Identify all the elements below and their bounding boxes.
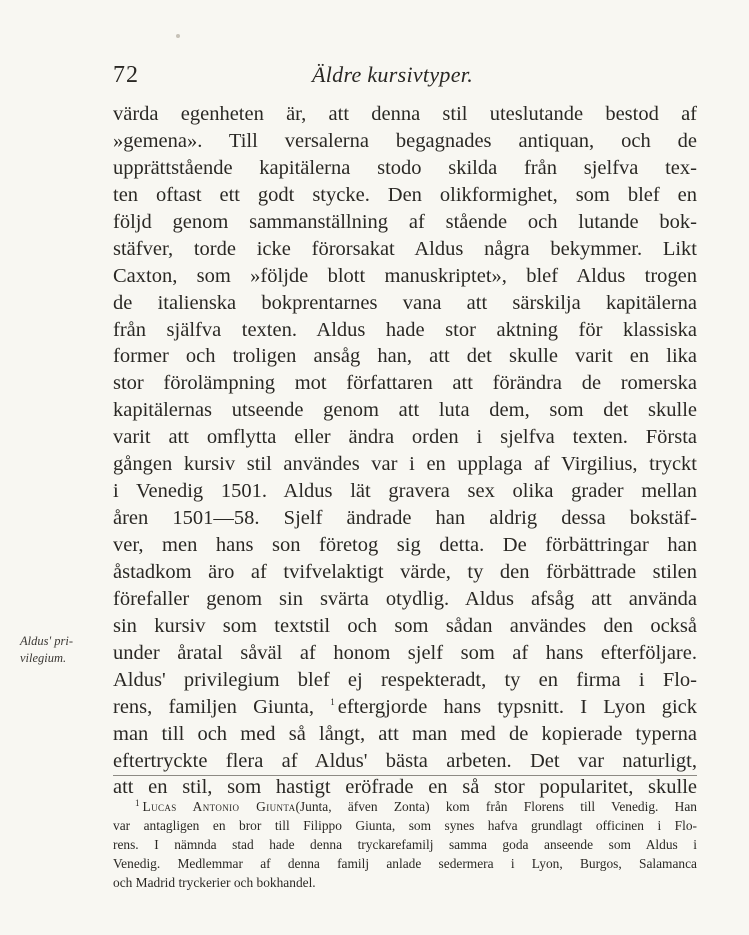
- text-line: Caxton, som »följde blott manuskriptet», blef Aldus trogen: [113, 264, 697, 287]
- running-title: Äldre kursivtyper.: [312, 62, 473, 87]
- footnote-line: [113, 797, 697, 816]
- footnote-line: rens. I nämnda stad hade denna tryckarefamilj samma goda anseende som Aldus i: [113, 837, 697, 852]
- text-line: stor förolämpning mot författaren att förändra de romerska: [113, 372, 697, 395]
- margin-note-line: Aldus' pri-: [20, 634, 74, 648]
- text-line: sin kursiv som textstil och som sådan användes den också: [113, 614, 697, 637]
- text-line: man till och med så långt, att man med de kopierade typerna: [113, 722, 697, 745]
- body-text: [113, 101, 697, 801]
- text-line: förefaller genom sin svärta otydlig. Aldus afsåg att använda: [113, 587, 697, 610]
- text-line: att en stil, som hastigt eröfrade en så stor popularitet, skulle: [113, 776, 697, 799]
- text-segment: rens, familjen Giunta,: [113, 695, 314, 718]
- text-line: följd genom sammanställning af stående och lutande bok-: [113, 210, 697, 233]
- footnote-reference: 1: [330, 696, 335, 707]
- text-line: under åratal såväl af honom sjelf som af hans efterföljare.: [113, 641, 697, 664]
- text-line: ver, men hans son företog sig detta. De förbättringar han: [113, 534, 697, 556]
- text-line: former och troligen ansåg han, att det skulle varit en lika: [113, 345, 697, 368]
- text-line: eftertryckte flera af Aldus' bästa arbeten. Det var naturligt,: [113, 749, 697, 772]
- text-line: ten oftast ett godt stycke. Den olikformighet, som blef en: [113, 183, 697, 206]
- footnote-rule: [113, 775, 697, 776]
- text-line: Aldus' privilegium blef ej respekteradt, ty en firma i Flo-: [113, 668, 697, 691]
- text-line: upprättstående kapitälerna stodo skilda från sjelfva tex-: [113, 156, 697, 179]
- text-line: från själfva texten. Aldus hade stor aktning för klassiska: [113, 318, 697, 341]
- text-line: gången kursiv stil användes var i en upplaga af Virgilius, tryckt: [113, 453, 697, 476]
- text-line: åstadkom äro af tvifvelaktigt värde, ty den förbättrade stilen: [113, 560, 697, 583]
- text-line: de italienska bokprentarnes vana att särskilja kapitälerna: [113, 291, 697, 314]
- paper-speck: [176, 34, 180, 38]
- text-line-with-footnote-ref: [113, 694, 697, 721]
- footnote-marker: 1: [135, 797, 140, 808]
- text-line: i Venedig 1501. Aldus lät gravera sex olika grader mellan: [113, 480, 697, 503]
- footnote-line: Venedig. Medlemmar af denna familj anlade sedermera i Lyon, Burgos, Salamanca: [113, 856, 697, 871]
- margin-note: [20, 633, 100, 667]
- footnote-line: var antagligen en bror till Filippo Giunta, som synes hafva grundlagt officinen i Flo-: [113, 818, 697, 833]
- footnote-line: och Madrid tryckerier och bokhandel.: [113, 875, 316, 890]
- footnote: [113, 797, 697, 892]
- margin-note-line: vilegium.: [20, 651, 67, 665]
- text-line: kapitälernas utseende genom att luta dem, som det skulle: [113, 399, 697, 422]
- text-line: »gemena». Till versalerna begagnades antiquan, och de: [113, 129, 697, 152]
- text-line: värda egenheten är, att denna stil uteslutande bestod af: [113, 103, 697, 125]
- text-line: varit att omflytta eller ändra orden i sjelfva texten. Första: [113, 426, 697, 449]
- footnote-person-name: Lucas Antonio Giunta: [142, 799, 296, 814]
- page-number: 72: [113, 62, 139, 88]
- text-segment: eftergjorde hans typsnitt. I Lyon gick: [337, 695, 697, 718]
- text-line: åren 1501—58. Sjelf ändrade han aldrig dessa bokstäf-: [113, 507, 697, 530]
- text-line: stäfver, torde icke förorsakat Aldus några bekymmer. Likt: [113, 237, 697, 260]
- footnote-text: (Junta, äfven Zonta) kom från Florens till Venedig. Han: [295, 799, 697, 814]
